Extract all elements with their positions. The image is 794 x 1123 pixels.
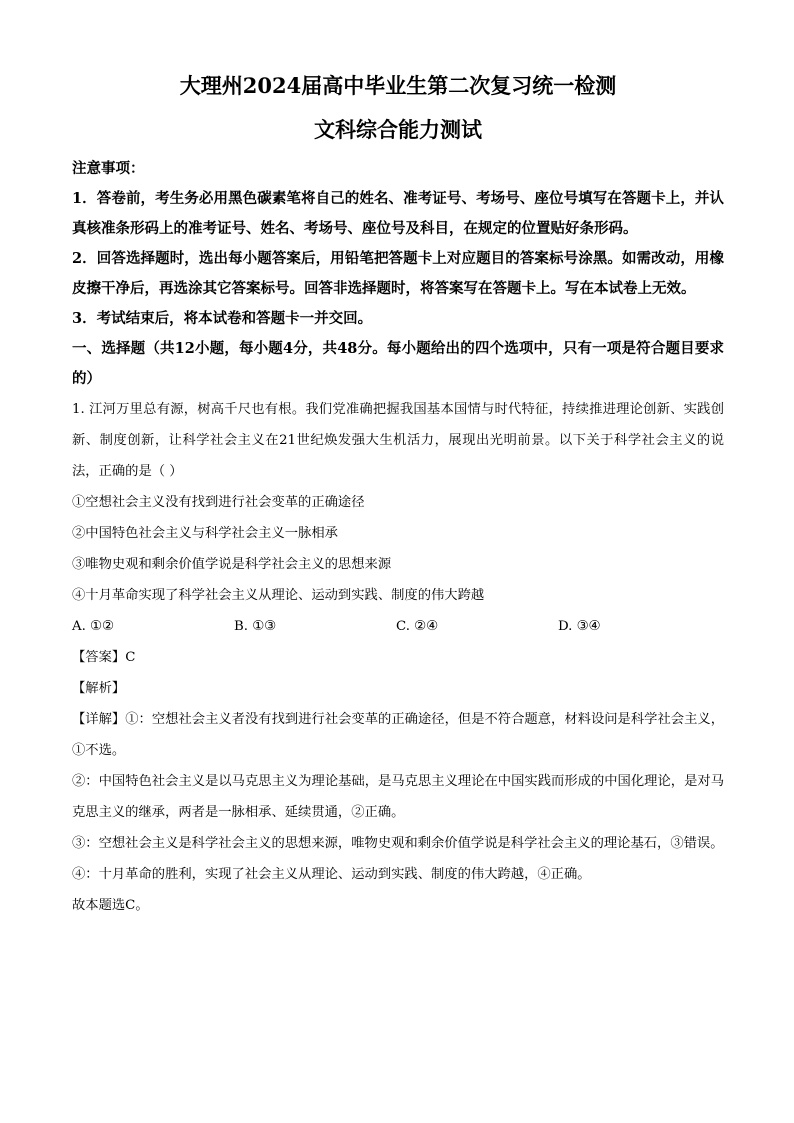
section-heading: 一、选择题（共12小题，每小题4分，共48分。每小题给出的四个选项中，只有一项是符合题目要求的） [72,340,724,387]
exam-title: 大理州2024届高中毕业生第二次复习统一检测 [179,73,617,98]
option-a: A. ①② [72,619,114,634]
notice-heading: 注意事项： [72,160,145,177]
notice-item-3: 3．考试结束后，将本试卷和答题卡一并交回。 [72,310,373,327]
statement-3: ③唯物史观和剩余价值学说是科学社会主义的思想来源 [72,557,392,572]
notice-item-2: 2．回答选择题时，选出每小题答案后，用铅笔把答题卡上对应题目的答案标号涂黑。如需改动，用橡皮擦干净后，再选涂其它答案标号。回答非选择题时，将答案写在答题卡上。写在本试卷上无效。 [72,250,724,297]
option-c: C. ②④ [396,619,438,634]
option-b: B. ①③ [234,619,277,634]
question-stem: 1. 江河万里总有源，树高千尺也有根。我们党准确把握我国基本国情与时代特征，持续推进理论创新、实践创新、制度创新，让科学社会主义在21世纪焕发强大生机活力，展现出光明前景。以下关于科学社会主义的说法，正确的是（ ） [72,402,724,479]
document-page [72,66,724,921]
detail-2: ②：中国特色社会主义是以马克思主义为理论基础，是马克思主义理论在中国实践而形成的中国化理论，是对马克思主义的继承，两者是一脉相承、延续贯通，②正确。 [72,774,724,820]
option-d: D. ③④ [558,619,601,634]
detail-1: 【详解】①：空想社会主义者没有找到进行社会变革的正确途径，但是不符合题意，材料设问是科学社会主义，①不选。 [72,712,724,758]
answer-value: C [125,650,136,665]
answer-label: 【答案】 [72,650,126,665]
answer-line [72,642,724,673]
exam-subtitle: 文科综合能力测试 [314,117,482,142]
statement-2: ②中国特色社会主义与科学社会主义一脉相承 [72,526,338,541]
statement-1: ①空想社会主义没有找到进行社会变革的正确途径 [72,495,365,510]
statement-4: ④十月革命实现了科学社会主义从理论、运动到实践、制度的伟大跨越 [72,588,485,603]
detail-conclusion: 故本题选C。 [72,898,149,913]
detail-3: ③：空想社会主义是科学社会主义的思想来源，唯物史观和剩余价值学说是科学社会主义的理论基石，③错误。 [72,836,724,851]
answer-options [72,611,724,642]
detail-4: ④：十月革命的胜利，实现了社会主义从理论、运动到实践、制度的伟大跨越，④正确。 [72,867,591,882]
notice-item-1: 1．答卷前，考生务必用黑色碳素笔将自己的姓名、准考证号、考场号、座位号填写在答题卡上，并认真核准条形码上的准考证号、姓名、考场号、座位号及科目，在规定的位置贴好条形码。 [72,190,724,237]
analysis-label: 【解析】 [72,681,126,696]
